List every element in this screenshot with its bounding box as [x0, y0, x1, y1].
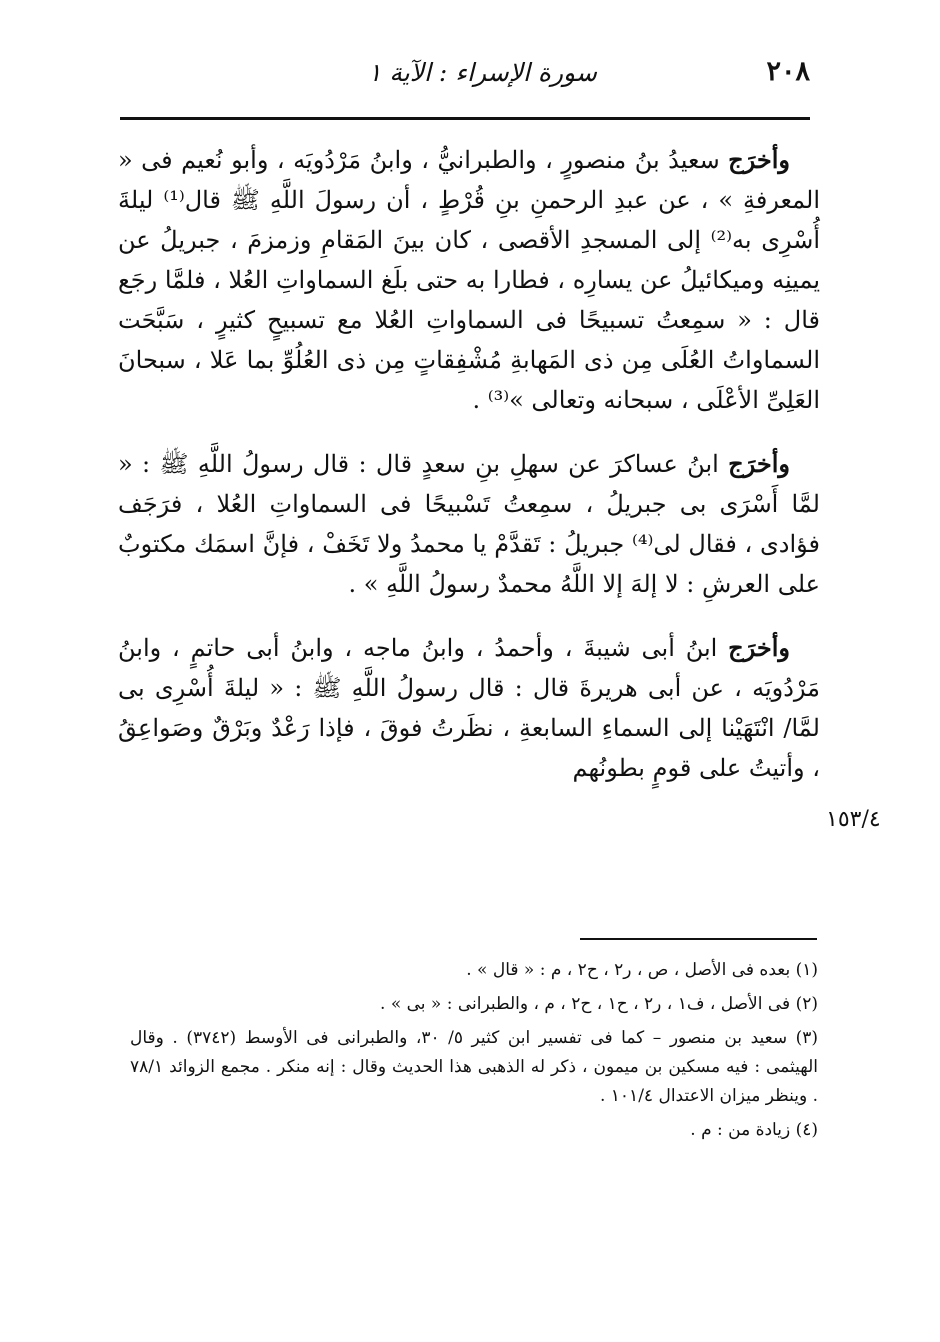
- paragraph-1: [118, 140, 820, 420]
- footnotes: [130, 956, 818, 1150]
- paragraph-lead: وأخرَج: [728, 633, 790, 662]
- header-rule: [120, 117, 810, 120]
- page-number: ٢٠٨: [766, 56, 810, 87]
- paragraph-body: ابنُ أبى شيبةَ ، وأحمدُ ، وابنُ ماجه ، وابنُ أبى حاتمٍ ، وابنُ مَرْدُويَه ، عن أبى هريرةَ قال : قال رسولُ اللَّهِ ﷺ : « ليلةَ أُسْرِى بى لمَّا/ انْتَهَيْنا إلى السماءِ السابعةِ ، نظَرتُ فوقَ ، فإذا رَعْدٌ وبَرْقٌ وصَواعِقُ ، وأتيتُ على قومٍ بطونُهم: [118, 634, 820, 782]
- footnote-4: (٤) زيادة من : م .: [690, 1120, 818, 1140]
- paragraph-body: سعيدُ بنُ منصورٍ ، والطبرانيُّ ، وابنُ مَرْدُويَه ، وأبو نُعيم فى « المعرفةِ » ، عن عبدِ الرحمنِ بنِ قُرْطٍ ، أن رسولَ اللَّهِ ﷺ قال⁽¹⁾ ليلةَ أُسْرِى به⁽²⁾ إلى المسجدِ الأقصى ، كان بينَ المَقامِ وزمزمَ ، جبريلُ عن يمينِه وميكائيلُ عن يسارِه ، فطارا به حتى بلَغ السماواتِ العُلا ، فلمَّا رجَع قال : « سمِعتُ تسبيحًا فى السماواتِ العُلا مع تسبيحٍ كثيرٍ ، سَبَّحَت السماواتُ العُلَى مِن ذى المَهابةِ مُشْفِقاتٍ مِن ذى العُلُوِّ بما عَلا ، سبحانَ العَلِىِّ الأعْلَى ، سبحانه وتعالى »⁽³⁾ .: [118, 146, 820, 414]
- footnote-1: (١) بعده فى الأصل ، ص ، ر٢ ، ح٢ ، م : « قال » .: [466, 960, 818, 980]
- page-header: [120, 56, 810, 96]
- paragraph-3: [118, 628, 820, 788]
- paragraph-2: [118, 444, 820, 604]
- paragraph-lead: وأخرَج: [728, 145, 790, 174]
- main-text: [118, 140, 820, 812]
- paragraph-body: ابنُ عساكرَ عن سهلِ بنِ سعدٍ قال : قال رسولُ اللَّهِ ﷺ : « لمَّا أَسْرَى بى جبريلُ ، سمِعتُ تَسْبيحًا فى السماواتِ العُلا ، فرَجَف فؤادى ، فقال لى⁽⁴⁾ جبريلُ : تَقدَّمْ يا محمدُ ولا تَخَفْ ، فإنَّ اسمَك مكتوبٌ على العرشِ : لا إلهَ إلا اللَّهُ محمدٌ رسولُ اللَّهِ » .: [118, 450, 820, 598]
- running-title: سورة الإسراء : الآية ١: [368, 58, 597, 87]
- footnote-3: (٣) سعيد بن منصور – كما فى تفسير ابن كثير ٥/ ٣٠، والطبرانى فى الأوسط (٣٧٤٢) . وقال الهيثمى : فيه مسكين بن ميمون ، ذكر له الذهبى هذا الحديث وقال : إنه منكر . مجمع الزوائد ٧٨/١ . وينظر ميزان الاعتدال ١٠١/٤ .: [130, 1028, 819, 1106]
- paragraph-lead: وأخرَج: [728, 449, 790, 478]
- margin-reference: ١٥٣/٤: [826, 807, 881, 832]
- footnote-rule: [580, 938, 817, 940]
- footnote-2: (٢) فى الأصل ، ف١ ، ر٢ ، ح١ ، ح٢ ، م ، والطبرانى : « بى » .: [380, 994, 818, 1014]
